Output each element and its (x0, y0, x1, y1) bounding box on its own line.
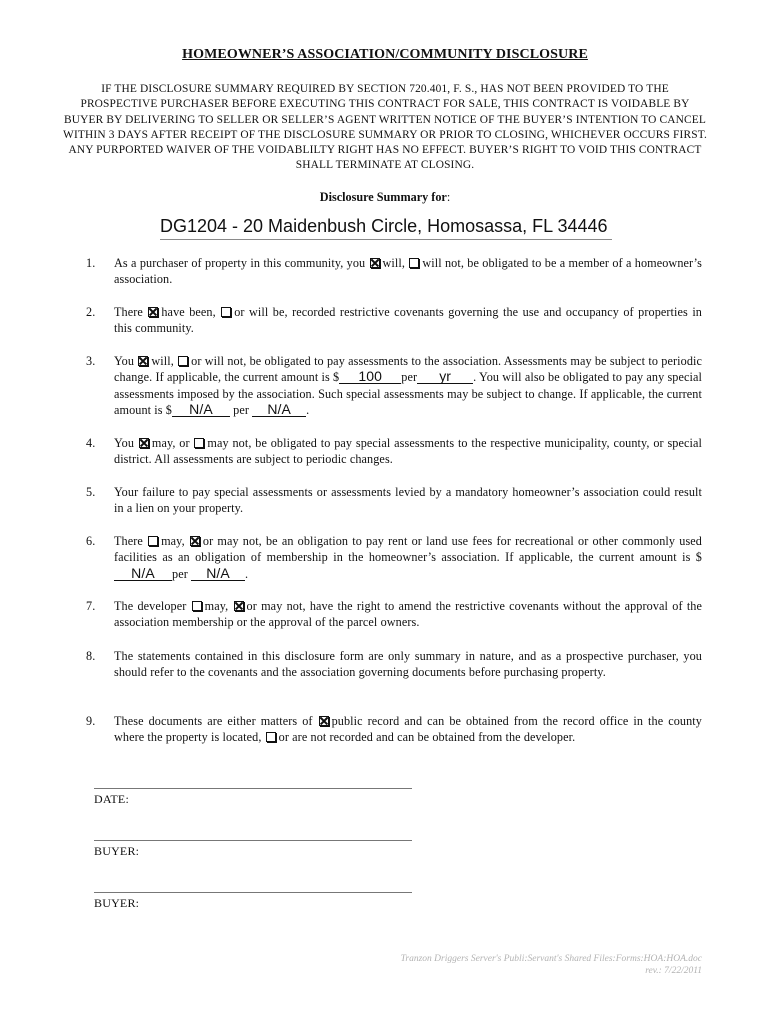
item-1-text-a: As a purchaser of property in this community, you (114, 256, 366, 270)
buyer-1-label: BUYER: (94, 844, 140, 858)
intro-notice: IF THE DISCLOSURE SUMMARY REQUIRED BY SECTION 720.401, F. S., HAS NOT BEEN PROVIDED TO THE PROSPECTIVE PURCHASER BEFORE EXECUTING THIS CONTRACT FOR SALE, THIS CONTRACT IS VOIDABLE BY BUYER BY DELIVERING TO SELLER OR SELLER’S AGENT WRITTEN NOTICE OF THE BUYER’S INTENTION TO CANCEL WITHIN 3 DAYS AFTER RECEIPT OF THE DISCLOSURE SUMMARY OR PRIOR TO CLOSING, WHICHEVER OCCURS FIRST. ANY PURPORTED WAIVER OF THE VOIDABLILTY RIGHT HAS NO EFFECT. BUYER’S RIGHT TO VOID THIS CONTRACT SHALL TERMINATE AT CLOSING. (63, 83, 707, 172)
item-text (114, 255, 702, 288)
item-number: 9. (86, 714, 96, 728)
item-7-text-c: or may not, have the right to amend the restrictive covenants without the approval of the association membership or the approval of the parcel owners. (114, 599, 703, 630)
checkbox-developer-may[interactable] (192, 601, 202, 611)
item-number: 8. (86, 649, 96, 663)
file-path-footer (401, 953, 702, 977)
item-3-text-e: . You will also be obligated to pay any special assessments imposed by the association. Such special assessments may be subject to change. If applicable, the current amount is $ (114, 370, 702, 417)
item-6-text-d: per (172, 566, 188, 581)
checkbox-may-rent[interactable] (148, 536, 158, 546)
checkbox-may-not-special[interactable] (194, 438, 204, 448)
checkbox-developer-may-not-checked[interactable] (234, 601, 244, 611)
footer-revision: rev.: 7/22/2011 (645, 966, 702, 976)
checkbox-will-be[interactable] (221, 307, 231, 317)
item-4-text-b: may, or (151, 436, 190, 450)
item-6-text-e: . (245, 566, 249, 581)
item-text (114, 304, 702, 337)
item-number: 7. (86, 599, 96, 613)
document-title: HOMEOWNER’S ASSOCIATION/COMMUNITY DISCLOSURE (182, 47, 588, 62)
item-8 (86, 648, 702, 681)
special-assessment-period-field[interactable]: N/A (252, 402, 306, 417)
item-3 (86, 353, 702, 418)
item-3-text-f: per (233, 402, 250, 417)
item-number: 1. (86, 256, 96, 270)
item-2-text-a: There (114, 305, 143, 319)
rent-period-field[interactable]: N/A (191, 566, 245, 581)
item-4 (86, 435, 702, 468)
checkbox-will-member-checked[interactable] (370, 258, 380, 268)
item-number: 2. (86, 305, 96, 319)
assessment-period-field[interactable]: yr (417, 369, 473, 384)
date-label: DATE: (94, 792, 129, 806)
item-3-text-d: per (401, 370, 418, 385)
item-number: 3. (86, 354, 96, 368)
summary-label-colon: : (446, 190, 451, 204)
item-2-text-b: have been, (161, 305, 216, 319)
checkbox-will-pay-checked[interactable] (138, 356, 148, 366)
item-2 (86, 304, 702, 337)
item-1-text-c: will not, be obligated to be a member of a homeowner’s association. (114, 256, 702, 287)
special-assessment-amount-field[interactable]: N/A (172, 402, 230, 417)
item-1-text-b: will, (382, 256, 406, 270)
item-7-text-b: may, (204, 599, 229, 613)
rent-amount-field[interactable]: N/A (114, 566, 172, 581)
summary-label-text: Disclosure Summary for (319, 190, 447, 204)
item-text (114, 353, 702, 418)
item-text: Your failure to pay special assessments or assessments levied by a mandatory homeowner’s association could result in a lien on your property. (114, 485, 702, 516)
item-4-text-a: You (114, 436, 135, 450)
item-3-text-c: or will not, be obligated to pay assessments to the association. Assessments may be subject to periodic change. If applicable, the current amount is $ (114, 354, 703, 385)
buyer-2-label: BUYER: (94, 896, 140, 910)
checkbox-will-not-member[interactable] (409, 258, 419, 268)
item-text (114, 598, 702, 631)
item-2-text-c: or will be, recorded restrictive covenants governing the use and occupancy of properties in this community. (114, 305, 702, 336)
item-7 (86, 598, 702, 631)
checkbox-may-not-rent-checked[interactable] (190, 536, 200, 546)
checkbox-may-special-checked[interactable] (139, 438, 149, 448)
checkbox-will-not-pay[interactable] (178, 356, 188, 366)
item-5 (86, 484, 702, 517)
item-text: The statements contained in this disclosure form are only summary in nature, and as a prospective purchaser, you should refer to the covenants and the association governing documents before purchasing property. (114, 649, 702, 680)
checkbox-public-record-checked[interactable] (319, 716, 329, 726)
property-address: DG1204 - 20 Maidenbush Circle, Homosassa, FL 34446 (160, 216, 612, 240)
item-text (114, 713, 702, 746)
checkbox-not-recorded[interactable] (266, 732, 276, 742)
item-9-text-b: public record and can be obtained from the record office in the county where the property is located, (114, 714, 702, 745)
item-7-text-a: The developer (114, 599, 187, 613)
buyer-1-signature-line[interactable] (94, 840, 412, 841)
item-number: 6. (86, 534, 96, 548)
item-6-text-b: may, (161, 534, 185, 548)
checkbox-have-been-checked[interactable] (148, 307, 158, 317)
item-text (114, 533, 702, 582)
assessment-amount-field[interactable]: 100 (339, 369, 401, 384)
item-3-text-g: . (306, 402, 310, 417)
item-9-text-a: These documents are either matters of (114, 714, 313, 728)
item-6-text-c: or may not, be an obligation to pay rent or land use fees for recreational or other commonly used facilities as an obligation of membership in the homeowner’s association. If applicable, the current amount is $ (114, 534, 702, 565)
item-9-text-c: or are not recorded and can be obtained from the developer. (278, 730, 576, 745)
item-number: 4. (86, 436, 96, 450)
item-3-text-a: You (114, 354, 135, 368)
item-4-text-c: may not, be obligated to pay special assessments to the respective municipality, county, or special district. All assessments are subject to periodic changes. (114, 436, 703, 467)
item-3-text-b: will, (151, 354, 174, 368)
summary-label (0, 190, 770, 205)
item-text (114, 435, 702, 468)
item-1 (86, 255, 702, 288)
item-6 (86, 533, 702, 582)
item-6-text-a: There (114, 534, 143, 548)
date-signature-line[interactable] (94, 788, 412, 789)
footer-file-path: Tranzon Driggers Server's Publi:Servant's Shared Files:Forms:HOA:HOA.doc (400, 954, 702, 964)
buyer-2-signature-line[interactable] (94, 892, 412, 893)
item-number: 5. (86, 485, 96, 499)
item-9 (86, 713, 702, 746)
